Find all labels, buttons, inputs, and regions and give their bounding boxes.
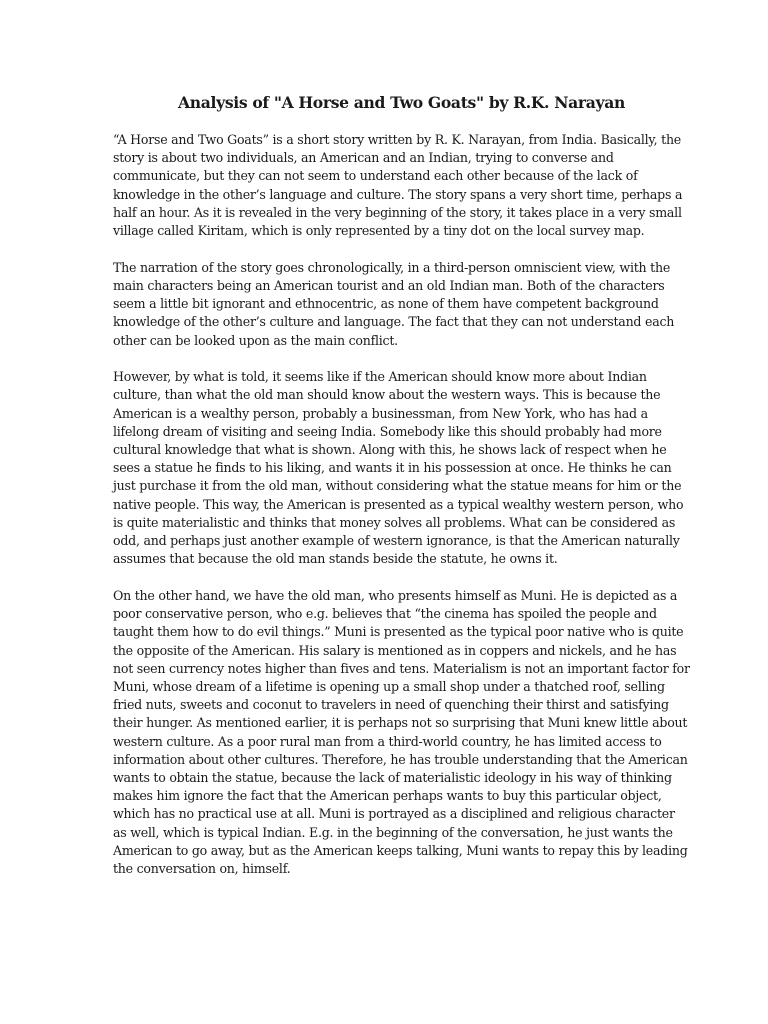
paragraph-narration: The narration of the story goes chronologically, in a third-person omniscient view, with the main characters being an American tourist and an old Indian man. Both of the characters seem a little bit ignorant and ethnocentric, as none of them have competent background knowledge of the other’s culture and language. The fact that they can not understand each other can be looked upon as the main conflict. (113, 259, 675, 348)
paragraph-muni: On the other hand, we have the old man, who presents himself as Muni. He is depicted as a poor conservative person, who e.g. believes that “the cinema has spoiled the people and taught them how to do evil things.” Muni is presented as the typical poor native who is quite the opposite of the American. His salary is mentioned as in coppers and nickels, and he has not seen currency notes higher than fives and tens. Materialism is not an important factor for Muni, whose dream of a lifetime is opening up a small shop under a thatched roof, selling fried nuts, sweets and coconut to travelers in need of quenching their thirst and satisfying their hunger. As mentioned earlier, it is perhaps not so surprising that Muni knew little about western culture. As a poor rural man from a third-world country, he has limited access to information about other cultures. Therefore, he has trouble understanding that the American wants to obtain the statue, because the lack of materialistic ideology in his way of thinking makes him ignore the fact that the American perhaps wants to buy this particular object, which has no practical use at all. Muni is portrayed as a disciplined and religious character as well, which is typical Indian. E.g. in the beginning of the conversation, he just wants the American to go away, but as the American keeps talking, Muni wants to repay this by leading the conversation on, himself. (113, 587, 690, 877)
paragraph-american: However, by what is told, it seems like if the American should know more about Indian culture, than what the old man should know about the western ways. This is because the American is a wealthy person, probably a businessman, from New York, who has had a lifelong dream of visiting and seeing India. Somebody like this should probably had more cultural knowledge that what is shown. Along with this, he shows lack of respect when he sees a statue he finds to his liking, and wants it in his possession at once. He thinks he can just purchase it from the old man, without considering what the statue means for him or the native people. This way, the American is presented as a typical wealthy western person, who is quite materialistic and thinks that money solves all problems. What can be considered as odd, and perhaps just another example of western ignorance, is that the American naturally assumes that because the old man stands beside the statute, he owns it. (113, 369, 684, 567)
paragraph-intro: “A Horse and Two Goats” is a short story written by R. K. Narayan, from India. Basically, the story is about two individuals, an American and an Indian, trying to converse and communicate, but they can not seem to understand each other because of the lack of knowledge in the other’s language and culture. The story spans a very short time, perhaps a half an hour. As it is revealed in the very beginning of the story, it takes place in a very small village called Kiritam, which is only represented by a tiny dot on the local survey map. (113, 132, 683, 239)
document-title: Analysis of "A Horse and Two Goats" by R.K. Narayan (178, 93, 625, 112)
